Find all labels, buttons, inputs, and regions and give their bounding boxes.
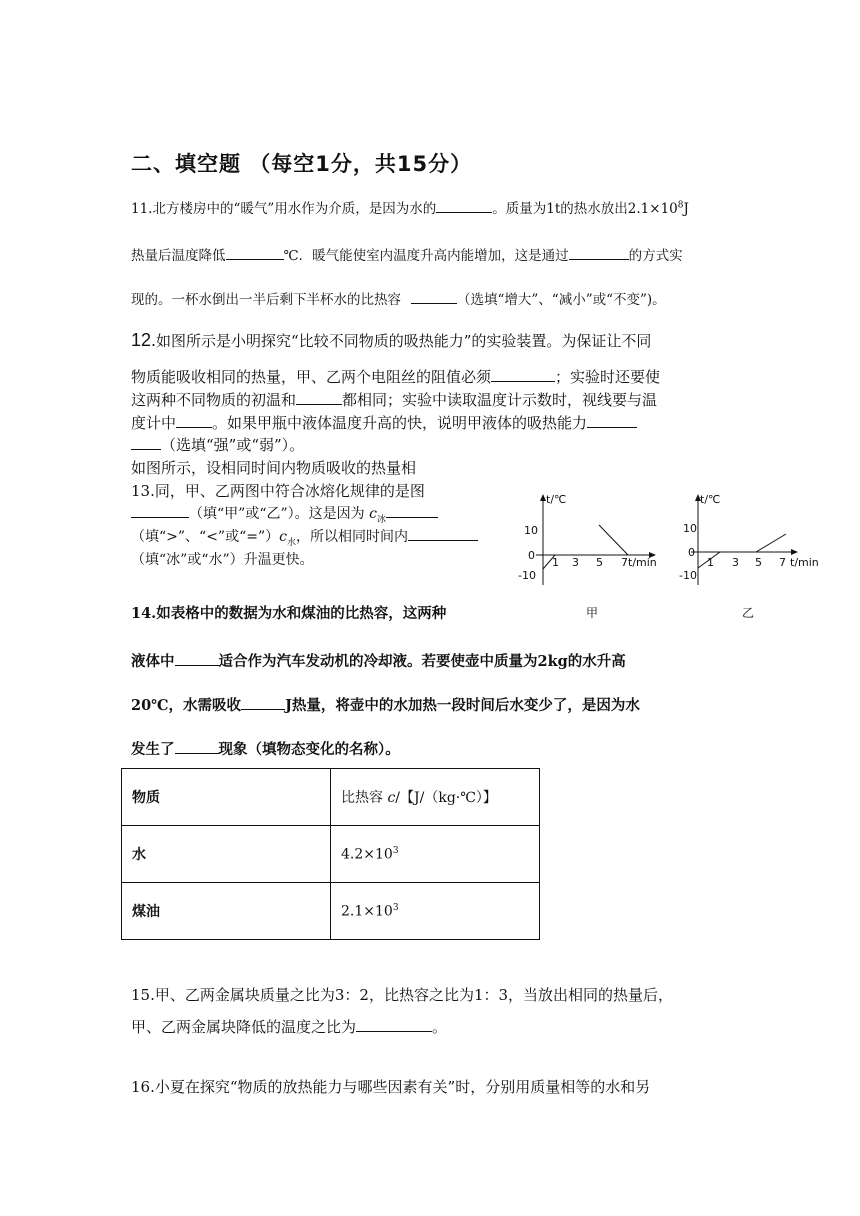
q12-blank-2[interactable] <box>296 390 342 405</box>
table-row <box>122 826 540 883</box>
graph-jia-ylabel: t/℃ <box>546 493 567 506</box>
q13-line2: （填“甲”或“乙”）。这是因为 $c_冰$ <box>131 503 438 525</box>
graph-yi-ytick-10: 10 <box>683 522 697 535</box>
q12-line1: 12.如图所示是小明探究“比较不同物质的吸热能力”的实验装置。为保证让不同 <box>131 330 652 350</box>
graph-jia-xtick-1: 1 <box>552 556 559 569</box>
graph-yi-xlabel: t/min <box>790 556 819 569</box>
q11-line2: 热量后温度降低 ℃．暖气能使室内温度升高内能增加，这是通过 的方式实 <box>131 244 683 264</box>
q13-line4: （填“冰”或“水”）升温更快。 <box>131 552 314 568</box>
graph-jia-ytick-10: 10 <box>524 524 538 537</box>
table-header-specific-heat: 比热容 c/【J/（kg·℃）】 <box>331 769 540 826</box>
graph-jia-xtick-5: 5 <box>596 556 603 569</box>
table-cell-value: $2.1\times 10^3$ <box>331 883 540 940</box>
q11-blank-2[interactable] <box>226 245 284 260</box>
graph-yi-ytick-0: 0 <box>688 546 695 559</box>
graph-jia-ytick-neg10: -10 <box>518 569 536 582</box>
q11-line1: 11.北方楼房中的“暖气”用水作为介质，是因为水的 。质量为1t的热水放出$2.1\times 10^8J$ <box>131 197 689 217</box>
graph-yi-line-2 <box>756 534 786 552</box>
q11-blank-4[interactable] <box>411 289 457 304</box>
graph-yi-caption: 乙 <box>742 606 755 620</box>
table-header-row <box>122 769 540 826</box>
q14-blank-3[interactable] <box>175 739 219 754</box>
q13-line3: （填“>”、“<”或“$=”)c_水$，所以相同时间内 <box>131 526 478 548</box>
table-cell-name: 煤油 <box>122 883 331 940</box>
graph-jia-line-2 <box>599 525 628 555</box>
graph-jia-ytick-0: 0 <box>528 549 535 562</box>
table-header-substance: 物质 <box>122 769 331 826</box>
q14-line1: 14.如表格中的数据为水和煤油的比热容，这两种 <box>131 605 447 622</box>
q14-line3: 20℃，水需吸收 J热量，将壶中的水加热一段时间后水变少了，是因为水 <box>131 697 640 714</box>
q11-line3: 现的。一杯水倒出一半后剩下半杯水的比热容 （选填“增大”、“减小”或“不变”)。 <box>131 288 666 308</box>
q13-blank-2[interactable] <box>386 503 438 518</box>
graph-yi-xtick-7: 7 <box>779 556 786 569</box>
table-row <box>122 883 540 940</box>
q14-line2: 液体中 适合作为汽车发动机的冷却液。若要使壶中质量为2kg的水升高 <box>131 653 626 670</box>
graph-jia-xtick-7: 7 <box>621 556 628 569</box>
q13-blank-1[interactable] <box>131 503 189 518</box>
q15-blank-1[interactable] <box>356 1017 432 1032</box>
q12-line4: 度计中 。如果甲瓶中液体温度升高的快，说明甲液体的吸热能力 <box>131 412 637 433</box>
q14-blank-2[interactable] <box>241 695 285 710</box>
q15-line2: 甲、乙两金属块降低的温度之比为 。 <box>131 1018 448 1036</box>
q16-line1: 16.小夏在探究“物质的放热能力与哪些因素有关”时，分别用质量相等的水和另 <box>131 1078 651 1096</box>
q12-blank-4b[interactable] <box>131 435 161 450</box>
graph-jia-xlabel: t/min <box>628 556 657 569</box>
graph-yi-x-arrow <box>791 549 798 555</box>
graph-yi-ylabel: t/℃ <box>700 493 721 506</box>
graph-yi-ytick-neg10: -10 <box>679 569 697 582</box>
q13-blank-3[interactable] <box>408 526 478 541</box>
q12-blank-4a[interactable] <box>587 413 637 428</box>
q12-blank-1[interactable] <box>491 367 555 382</box>
q12-line2: 物质能吸收相同的热量，甲、乙两个电阻丝的阻值必须 ；实验时还要使 <box>131 368 661 386</box>
graph-jia-xtick-3: 3 <box>572 556 579 569</box>
graph-yi-xtick-5: 5 <box>755 556 762 569</box>
graph-yi-xtick-3: 3 <box>732 556 739 569</box>
q12-blank-3[interactable] <box>176 413 212 428</box>
q12-line5: （选填“强”或“弱”）。 <box>131 434 304 455</box>
q14-line4: 发生了 现象（填物态变化的名称）。 <box>131 741 400 758</box>
q14-blank-1[interactable] <box>175 651 219 666</box>
section-title: 二、填空题 （每空1分，共15分） <box>131 152 473 176</box>
specific-heat-table <box>121 768 540 940</box>
graph-jia-caption: 甲 <box>586 606 599 620</box>
q12-line3: 这两种不同物质的初温和 都相同；实验中读取温度计示数时，视线要与温 <box>131 391 658 409</box>
q15-line1: 15.甲、乙两金属块质量之比为3：2，比热容之比为1：3，当放出相同的热量后， <box>131 986 674 1004</box>
q11-blank-1[interactable] <box>436 198 492 213</box>
table-cell-value: $4.2\times 10^3$ <box>331 826 540 883</box>
graph-yi-xtick-1: 1 <box>707 556 714 569</box>
q13-line1: 13.同，甲、乙两图中符合冰熔化规律的是图 <box>131 482 425 500</box>
table-cell-name: 水 <box>122 826 331 883</box>
q12-line6: 如图所示，设相同时间内物质吸收的热量相 <box>131 459 417 477</box>
q11-blank-3[interactable] <box>569 245 629 260</box>
